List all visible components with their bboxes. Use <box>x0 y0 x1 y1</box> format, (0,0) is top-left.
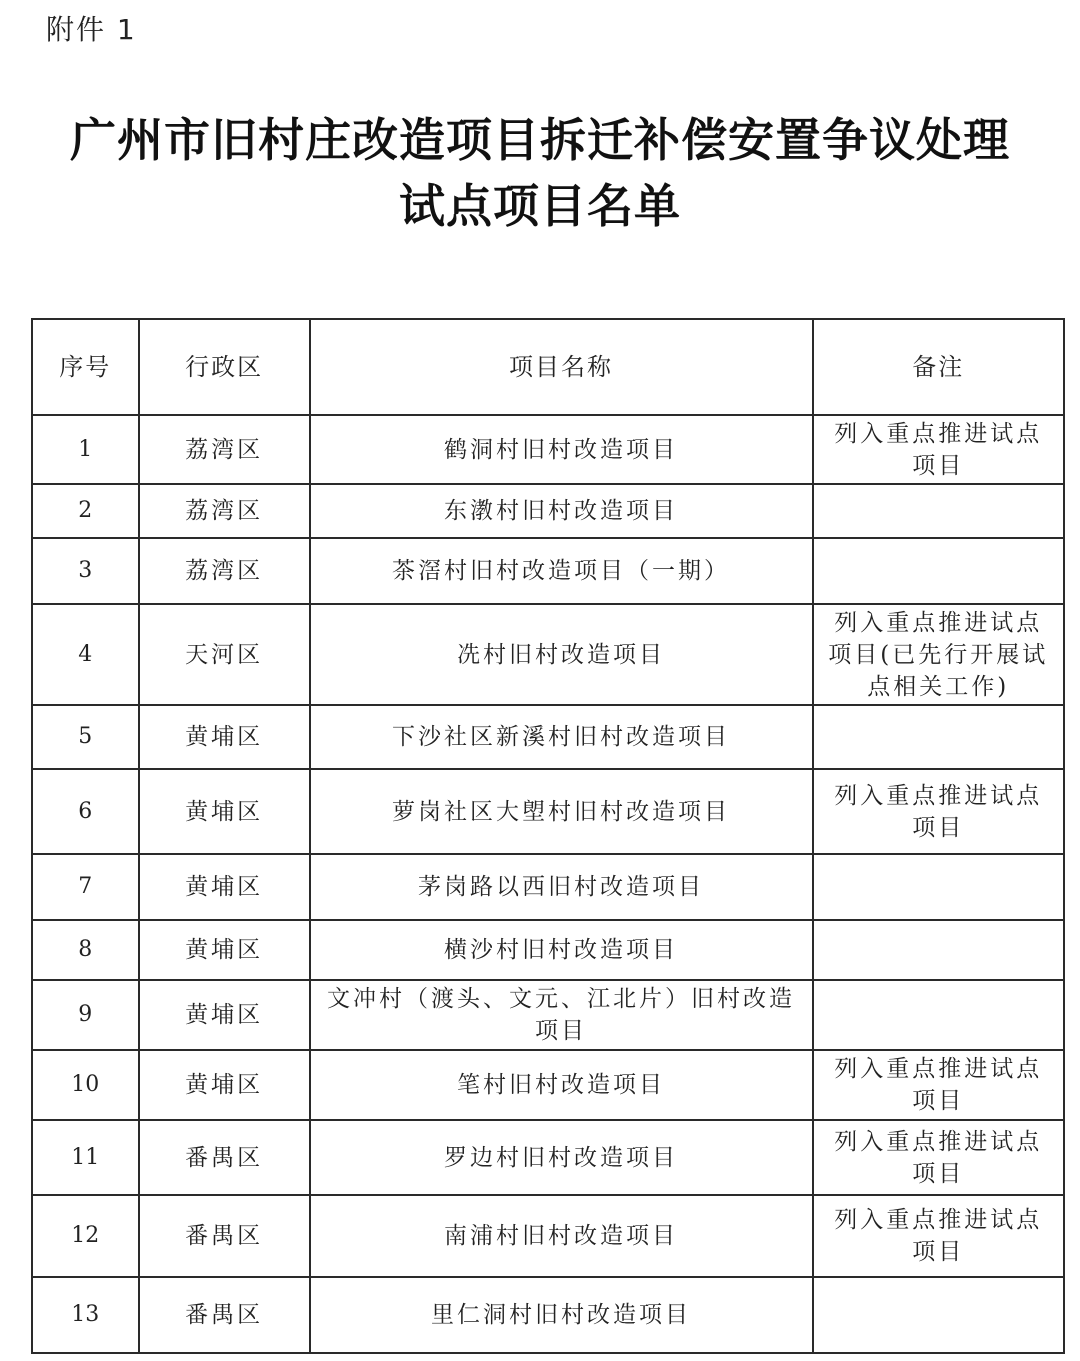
document-title-line-2: 试点项目名单 <box>399 179 681 233</box>
row-district: 番禺区 <box>139 1277 310 1353</box>
header-district: 行政区 <box>139 319 310 415</box>
row-remarks: 列入重点推进试点项目 <box>813 769 1064 854</box>
row-remarks: 列入重点推进试点项目 <box>813 1195 1064 1277</box>
row-project-name: 东漖村旧村改造项目 <box>310 484 813 538</box>
row-district: 荔湾区 <box>139 538 310 604</box>
project-list-table <box>31 318 1065 1354</box>
row-number: 4 <box>32 604 139 705</box>
row-project-name: 茶滘村旧村改造项目（一期） <box>310 538 813 604</box>
row-remarks <box>813 1277 1064 1353</box>
header-serial-number: 序号 <box>32 319 139 415</box>
row-remarks <box>813 538 1064 604</box>
row-district: 荔湾区 <box>139 484 310 538</box>
row-remarks <box>813 980 1064 1050</box>
row-project-name: 萝岗社区大塱村旧村改造项目 <box>310 769 813 854</box>
table-row <box>32 920 1064 980</box>
row-project-name: 鹤洞村旧村改造项目 <box>310 415 813 484</box>
row-remarks <box>813 484 1064 538</box>
row-project-name: 里仁洞村旧村改造项目 <box>310 1277 813 1353</box>
row-number: 13 <box>32 1277 139 1353</box>
row-remarks: 列入重点推进试点项目 <box>813 1050 1064 1120</box>
row-number: 5 <box>32 705 139 769</box>
table-row <box>32 538 1064 604</box>
header-remarks: 备注 <box>813 319 1064 415</box>
row-remarks <box>813 705 1064 769</box>
row-number: 12 <box>32 1195 139 1277</box>
row-project-name: 下沙社区新溪村旧村改造项目 <box>310 705 813 769</box>
table-row <box>32 604 1064 705</box>
table-row <box>32 484 1064 538</box>
table-row <box>32 1120 1064 1195</box>
row-number: 9 <box>32 980 139 1050</box>
table-row <box>32 1050 1064 1120</box>
row-district: 黄埔区 <box>139 1050 310 1120</box>
table-row <box>32 980 1064 1050</box>
table-row <box>32 1195 1064 1277</box>
row-district: 番禺区 <box>139 1195 310 1277</box>
row-district: 黄埔区 <box>139 920 310 980</box>
header-project-name: 项目名称 <box>310 319 813 415</box>
row-district: 荔湾区 <box>139 415 310 484</box>
row-remarks <box>813 920 1064 980</box>
row-district: 黄埔区 <box>139 705 310 769</box>
row-number: 8 <box>32 920 139 980</box>
table-row <box>32 705 1064 769</box>
row-project-name: 南浦村旧村改造项目 <box>310 1195 813 1277</box>
row-remarks: 列入重点推进试点项目 <box>813 415 1064 484</box>
row-project-name: 罗边村旧村改造项目 <box>310 1120 813 1195</box>
row-remarks: 列入重点推进试点项目(已先行开展试点相关工作) <box>813 604 1064 705</box>
row-district: 黄埔区 <box>139 769 310 854</box>
table-row <box>32 415 1064 484</box>
row-number: 11 <box>32 1120 139 1195</box>
row-district: 黄埔区 <box>139 854 310 920</box>
document-title-line-1: 广州市旧村庄改造项目拆迁补偿安置争议处理 <box>70 113 1010 167</box>
row-project-name: 冼村旧村改造项目 <box>310 604 813 705</box>
row-number: 1 <box>32 415 139 484</box>
row-number: 10 <box>32 1050 139 1120</box>
row-project-name: 笔村旧村改造项目 <box>310 1050 813 1120</box>
row-number: 3 <box>32 538 139 604</box>
row-number: 2 <box>32 484 139 538</box>
attachment-label: 附件 1 <box>46 13 137 46</box>
row-project-name: 文冲村（渡头、文元、江北片）旧村改造项目 <box>310 980 813 1050</box>
table-row <box>32 1277 1064 1353</box>
row-remarks: 列入重点推进试点项目 <box>813 1120 1064 1195</box>
table-row <box>32 769 1064 854</box>
row-project-name: 横沙村旧村改造项目 <box>310 920 813 980</box>
row-number: 7 <box>32 854 139 920</box>
row-number: 6 <box>32 769 139 854</box>
row-district: 黄埔区 <box>139 980 310 1050</box>
table-header-row <box>32 319 1064 415</box>
table-row <box>32 854 1064 920</box>
row-district: 番禺区 <box>139 1120 310 1195</box>
row-district: 天河区 <box>139 604 310 705</box>
row-remarks <box>813 854 1064 920</box>
row-project-name: 茅岗路以西旧村改造项目 <box>310 854 813 920</box>
